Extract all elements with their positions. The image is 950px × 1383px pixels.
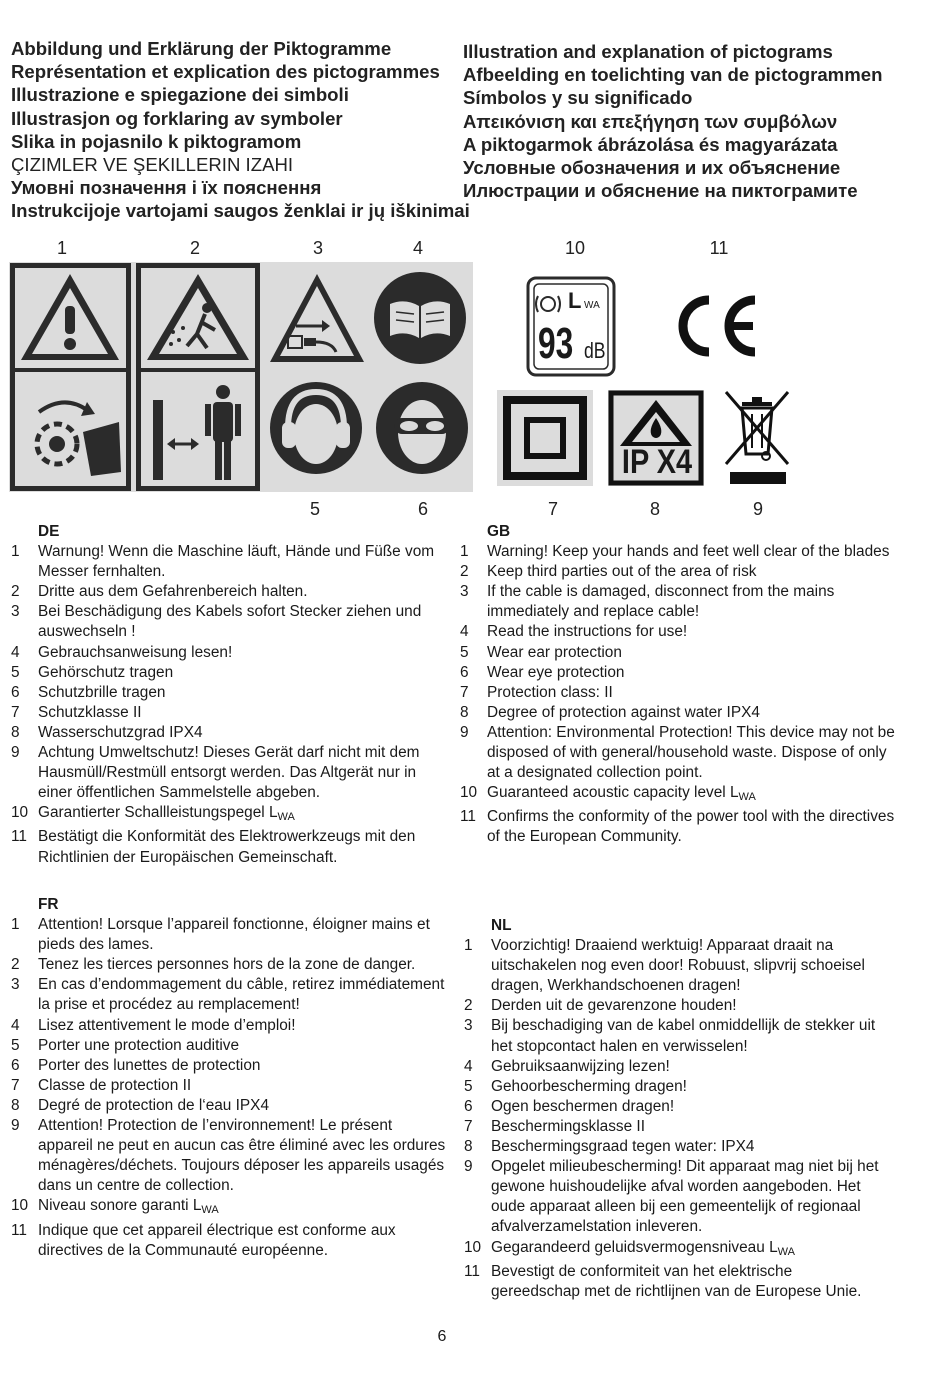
item-text [38,915,446,955]
item-text-main: If the cable is damaged, disconnect from the mains immediately and replace cable! [487,583,835,621]
item-text-main: Schutzklasse II [38,703,142,721]
item-number: 5 [460,643,469,661]
title-line: Απεικόνιση και επεξήγηση των συμβόλων [463,110,838,132]
list-item [11,723,446,743]
item-text-main: Classe de protection II [38,1076,192,1094]
title-line: Slika in pojasnilo k piktogramom [11,130,302,152]
item-text [38,743,446,803]
list-item [464,1097,884,1117]
item-text [487,562,900,582]
lwa-label: L [568,288,582,313]
item-text-main: Dritte aus dem Gefahrenbereich halten. [38,583,308,601]
eye-protection-icon [372,378,472,478]
instruction-list [11,915,446,1261]
item-number: 4 [11,1016,20,1034]
item-text [38,542,446,582]
language-code: DE [38,523,60,540]
item-text [487,683,900,703]
pictogram-number: 7 [547,499,558,519]
item-text [38,703,446,723]
item-number: 4 [464,1057,473,1075]
list-item [460,683,900,703]
item-text [38,683,446,703]
item-number: 9 [11,1117,20,1135]
list-item [11,703,446,723]
list-item [11,1016,446,1036]
item-number: 2 [464,997,473,1015]
item-text-main: Beschermingsgraad tegen water: IPX4 [491,1138,755,1156]
list-item [11,663,446,683]
item-text [38,803,446,827]
list-item [460,582,900,622]
item-text-main: Bij beschadiging van de kabel onmiddellijk de stekker uit het stopcontact halen en verwisselen! [491,1017,876,1055]
item-text-main: Gebruiksaanwijzing lezen! [491,1057,670,1075]
instruction-list [464,936,884,1302]
list-item [11,643,446,663]
item-subscript: WA [201,1204,219,1217]
item-number: 9 [464,1158,473,1176]
item-text [487,723,900,783]
item-text [38,602,446,642]
pictogram-number: 4 [412,238,423,258]
list-item [460,723,900,783]
item-text-main: En cas d’endommagement du câble, retirez immédiatement la prise et procédez au remplacement! [38,976,445,1014]
item-text [38,663,446,683]
list-item [11,1196,446,1220]
item-text-main: Wasserschutzgrad IPX4 [38,723,203,741]
list-item [464,936,884,996]
title-line: Símbolos y su significado [463,87,693,109]
item-number: 6 [464,1097,473,1115]
item-text [487,643,900,663]
item-number: 6 [460,663,469,681]
list-item [11,1056,446,1076]
list-item [464,1117,884,1137]
title-line: Илюстрации и обяснение на пиктограмите [463,180,858,202]
item-text-main: Warnung! Wenn die Maschine läuft, Hände und Füße vom Messer fernhalten. [38,543,435,581]
title-line: A piktogarmok ábrázolása és magyarázata [463,133,838,155]
item-text-main: Beschermingsklasse II [491,1117,645,1135]
item-number: 5 [11,1036,20,1054]
list-item [464,1016,884,1056]
list-item [11,1221,446,1261]
title-block-left [11,37,470,223]
section-fr [11,895,446,1261]
item-number: 10 [11,804,29,822]
list-item [11,542,446,582]
item-text-main: Confirms the conformity of the power tool with the directives of the European Community. [487,808,895,846]
list-item [11,602,446,642]
language-code: NL [491,917,512,934]
section-de [11,522,446,868]
item-text-main: Achtung Umweltschutz! Dieses Gerät darf nicht mit dem Hausmüll/Restmüll entsorgt werden. Das Altgerät nur in einer öffentlichen Sammelstelle abgeben. [38,744,420,802]
item-number: 1 [460,543,469,561]
item-number: 9 [460,723,469,741]
item-number: 1 [11,916,20,934]
item-text-main: Degree of protection against water IPX4 [487,703,760,721]
pictogram-number: 11 [709,238,729,258]
item-text [491,1016,884,1056]
item-number: 7 [11,1076,20,1094]
item-text [38,1116,446,1196]
item-text-main: Attention! Lorsque l’appareil fonctionne, éloigner mains et pieds des lames. [38,916,430,954]
list-item [460,562,900,582]
list-item [464,1077,884,1097]
pictogram-number: 5 [309,499,320,519]
pictogram-number: 3 [312,238,323,258]
item-text [38,1076,446,1096]
item-number: 3 [11,603,20,621]
item-number: 5 [11,663,20,681]
item-text [487,783,900,807]
instruction-list [11,542,446,868]
item-text [38,582,446,602]
list-item [464,1262,884,1302]
item-number: 5 [464,1077,473,1095]
page-number: 6 [437,1328,447,1345]
item-text [487,582,900,622]
item-text-main: Gegarandeerd geluidsvermogensniveau L [491,1238,778,1256]
ipx4-label: IP X4 [621,443,693,481]
weee-bin-icon [722,388,792,488]
item-number: 2 [11,956,20,974]
item-text-main: Garantierter Schallleistungspegel L [38,804,278,822]
item-number: 2 [460,563,469,581]
item-number: 8 [11,1096,20,1114]
item-text [38,1016,446,1036]
item-text [487,663,900,683]
item-text [491,996,884,1016]
list-item [11,915,446,955]
item-number: 10 [464,1238,482,1256]
item-text-main: Tenez les tierces personnes hors de la zone de danger. [38,956,416,974]
list-item [460,663,900,683]
item-text [38,1056,446,1076]
item-text [491,1157,884,1237]
item-text-main: Degré de protection de l‘eau IPX4 [38,1096,270,1114]
item-text [38,1196,446,1220]
item-text [38,1096,446,1116]
title-line: Représentation et explication des pictogrammes [11,61,440,83]
item-text [487,807,900,847]
item-number: 2 [11,583,20,601]
pictogram-number: 9 [752,499,763,519]
lwa-sub-label: WA [584,300,600,311]
pictogram-number: 2 [189,238,200,258]
title-line: Afbeelding en toelichting van de pictogrammen [463,64,883,86]
item-text-main: Attention! Protection de l’environnement! Le présent appareil ne peut en aucun cas être éliminé avec les ordures ménagères/déchets. Toujours déposer les appareils usagés dans un centre de collection. [38,1117,446,1195]
item-text-main: Guaranteed acoustic capacity level L [487,784,739,802]
item-text-main: Keep third parties out of the area of risk [487,563,757,581]
item-text-main: Schutzbrille tragen [38,683,166,701]
item-text-main: Attention: Environmental Protection! This device may not be disposed of with general/household waste. Dispose of only at a designated collection point. [487,723,895,782]
item-number: 8 [11,723,20,741]
item-text-main: Bestätigt die Konformität des Elektrowerkzeugs mit den Richtlinien der Europäischen Gemeinschaft. [38,828,416,866]
item-number: 11 [460,808,476,826]
item-text [38,643,446,663]
item-text [491,1077,884,1097]
item-text-main: Porter une protection auditive [38,1036,240,1054]
item-text-main: Porter des lunettes de protection [38,1056,261,1074]
item-text-main: Lisez attentivement le mode d’emploi! [38,1016,296,1034]
list-item [460,807,900,847]
item-number: 11 [11,828,27,846]
list-item [460,703,900,723]
item-text-main: Ogen beschermen dragen! [491,1097,675,1115]
item-text-main: Warning! Keep your hands and feet well clear of the blades [487,543,890,561]
item-text-main: Voorzichtig! Draaiend werktuig! Apparaat draait na uitschakelen nog even door! Robuust, slipvrij schoeisel dragen, Werkhandschoenen dragen! [491,937,865,995]
language-code: FR [38,896,59,913]
pictogram-number: 8 [649,499,660,519]
list-item [464,996,884,1016]
title-line: Illustration and explanation of pictograms [463,41,833,62]
item-text [487,542,900,562]
item-text [38,955,446,975]
item-number: 4 [11,643,20,661]
item-text [38,975,446,1015]
section-nl [464,916,884,1302]
item-number: 7 [11,703,20,721]
item-number: 1 [464,937,473,955]
title-line: Abbildung und Erklärung der Piktogramme [11,38,392,59]
item-number: 10 [460,784,478,802]
item-text-main: Wear ear protection [487,643,622,661]
db-unit: dB [584,338,606,363]
title-line: Illustrasjon og forklaring av symboler [11,107,343,129]
title-line: Условные обозначения и их объяснение [463,157,841,179]
item-text [38,723,446,743]
title-line: ÇIZIMLER VE ŞEKILLERIN IZAHI [11,154,294,176]
list-item [464,1238,884,1262]
item-text [38,1036,446,1056]
sound-power-level-icon [526,276,616,377]
list-item [11,975,446,1015]
item-text-main: Niveau sonore garanti L [38,1197,202,1215]
list-item [11,582,446,602]
item-number: 3 [464,1017,473,1035]
item-text-main: Protection class: II [487,683,613,701]
protection-class-ii-icon [497,390,593,486]
item-text-main: Opgelet milieubescherming! Dit apparaat mag niet bij het gewone huishoudelijke afval worden aangeboden. Het oude apparaat alleen bij een gemeentelijk of regionaal afvalverzamelstation inleveren. [491,1158,879,1236]
unplug-damaged-cable-icon [266,268,368,368]
item-text-main: Bei Beschädigung des Kabels sofort Stecker ziehen und auswechseln ! [38,603,422,641]
item-text-main: Indique que cet appareil électrique est conforme aux directives de la Communauté européenne. [38,1221,396,1259]
ce-mark-icon [669,292,761,360]
list-item [11,683,446,703]
item-number: 11 [464,1262,480,1280]
instruction-list [460,542,900,847]
item-number: 6 [11,1056,20,1074]
item-text-main: Gehoorbescherming dragen! [491,1077,687,1095]
list-item [460,643,900,663]
list-item [464,1057,884,1077]
item-number: 8 [464,1138,473,1156]
list-item [11,955,446,975]
item-number: 4 [460,623,469,641]
item-subscript: WA [777,1245,795,1258]
item-number: 6 [11,683,20,701]
item-text [491,936,884,996]
item-text [491,1137,884,1157]
item-number: 3 [11,976,20,994]
list-item [460,542,900,562]
item-text [491,1057,884,1077]
list-item [11,743,446,803]
db-value: 93 [538,319,574,368]
item-text-main: Gebrauchsanweisung lesen! [38,643,233,661]
list-item [11,827,446,867]
title-line: Instrukcijoje vartojami saugos ženklai ir jų iškinimai [11,200,470,222]
read-manual-icon [372,268,468,368]
section-gb [460,522,900,848]
item-text [491,1238,884,1262]
item-text [487,622,900,642]
item-text-main: Bevestigt de conformiteit van het elektrische gereedschap met de richtlijnen van de Europese Unie. [491,1262,862,1300]
item-subscript: WA [738,791,756,804]
list-item [11,1036,446,1056]
title-block-right [463,40,933,202]
list-item [460,783,900,807]
list-item [464,1137,884,1157]
item-number: 7 [464,1117,473,1135]
list-item [11,1076,446,1096]
list-item [11,1116,446,1196]
pictogram-number: 1 [56,238,67,258]
ipx4-water-icon [608,390,704,486]
ear-protection-icon [266,378,366,478]
item-text [491,1262,884,1302]
item-text-main: Read the instructions for use! [487,623,688,641]
item-text-main: Wear eye protection [487,663,625,681]
item-text-main: Derden uit de gevarenzone houden! [491,997,737,1015]
item-number: 7 [460,683,469,701]
item-number: 8 [460,703,469,721]
item-number: 3 [460,583,469,601]
item-number: 10 [11,1197,29,1215]
item-number: 11 [11,1221,27,1239]
item-text [38,827,446,867]
item-number: 9 [11,744,20,762]
pictogram-number: 10 [564,238,586,258]
list-item [11,803,446,827]
title-line: Умовні позначення і їх пояснення [11,177,322,199]
item-subscript: WA [277,811,295,824]
list-item [11,1096,446,1116]
item-text [491,1117,884,1137]
item-text [487,703,900,723]
item-number: 1 [11,543,20,561]
item-text [38,1221,446,1261]
list-item [464,1157,884,1237]
list-item [460,622,900,642]
item-text-main: Gehörschutz tragen [38,663,174,681]
warning-exclamation-icon [9,262,132,492]
flying-debris-warning-icon [135,262,261,492]
pictogram-number: 6 [417,499,428,519]
title-line: Illustrazione e spiegazione dei simboli [11,84,349,106]
language-code: GB [487,523,511,540]
item-text [491,1097,884,1117]
